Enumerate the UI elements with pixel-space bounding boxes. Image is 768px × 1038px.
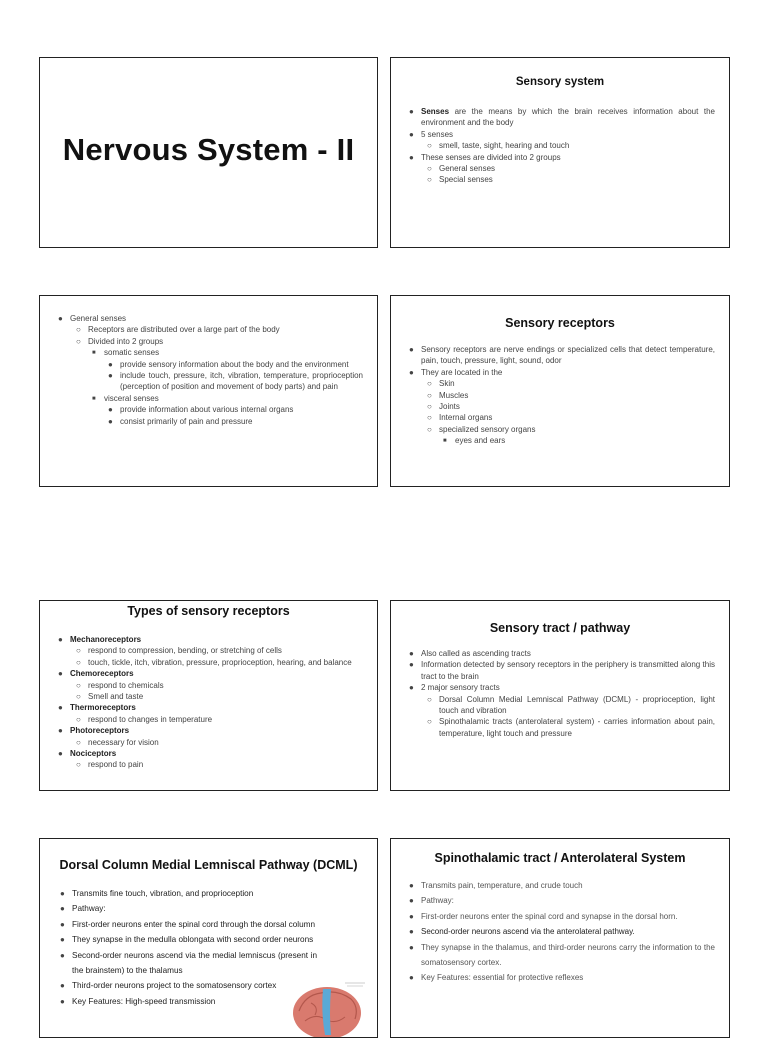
bullet-marker-icon: ○	[427, 424, 432, 434]
bullet-text: respond to pain	[88, 760, 144, 770]
slide-heading: Dorsal Column Medial Lemniscal Pathway (DCML)	[59, 858, 358, 872]
bullet-marker-icon: ●	[60, 996, 65, 1006]
bullet-list	[391, 106, 729, 186]
bullet-item-level-2	[40, 680, 363, 691]
bullet-item-level-2	[391, 140, 715, 151]
bullet-marker-icon: ●	[409, 881, 414, 890]
bullet-text: These senses are divided into 2 groups	[421, 152, 561, 162]
bullet-marker-icon: ●	[409, 927, 414, 937]
slide-spinothalamic	[390, 838, 730, 1038]
bullet-text: respond to compression, bending, or stretching of cells	[88, 646, 282, 656]
bullet-text: smell, taste, sight, hearing and touch	[439, 141, 570, 151]
bullet-marker-icon: ○	[76, 336, 81, 346]
bullet-item-level-2	[40, 714, 363, 725]
bullet-text: 2 major sensory tracts	[421, 683, 500, 693]
bullet-marker-icon: ●	[60, 904, 65, 914]
bullet-marker-icon: ●	[108, 359, 113, 369]
bullet-item-level-1	[40, 702, 363, 713]
bullet-item-level-1	[391, 682, 715, 693]
bullet-marker-icon: ○	[427, 164, 432, 174]
bullet-marker-icon: ○	[427, 694, 432, 704]
bullet-text: Information detected by sensory receptors in the periphery is transmitted along this tract to the brain	[421, 660, 715, 681]
bullet-marker-icon: ○	[427, 413, 432, 423]
bullet-marker-icon: ■	[92, 395, 96, 402]
bullet-marker-icon: ●	[60, 935, 65, 945]
slide-heading: Sensory receptors	[505, 316, 615, 330]
bullet-text: provide information about various internal organs	[120, 405, 294, 415]
bullet-marker-icon: ○	[76, 760, 81, 770]
bullet-item-level-1	[391, 878, 715, 893]
slide-heading: Sensory system	[515, 76, 605, 88]
brain-illustration-icon	[285, 973, 371, 1037]
bullet-strong-text: Nociceptors	[70, 749, 117, 759]
bullet-text: specialized sensory organs	[439, 424, 536, 434]
presentation-title: Nervous System - II	[62, 132, 355, 167]
bullet-text: They are located in the	[421, 367, 503, 377]
bullet-marker-icon: ○	[427, 379, 432, 389]
bullet-item-level-1	[391, 924, 715, 939]
bullet-text: 5 senses	[421, 129, 454, 139]
bullet-text: necessary for vision	[88, 737, 159, 747]
bullet-item-level-1	[391, 106, 715, 129]
bullet-strong-text: Chemoreceptors	[70, 669, 134, 679]
bullet-marker-icon: ●	[409, 942, 414, 952]
bullet-text: They synapse in the medulla oblongata with second order neurons	[72, 935, 314, 945]
bullet-marker-icon: ●	[60, 950, 65, 960]
bullet-item-level-3	[391, 435, 715, 446]
bullet-text: Second-order neurons ascend via the anterolateral pathway.	[421, 927, 635, 937]
bullet-text: General senses	[439, 164, 496, 174]
bullet-item-level-1	[391, 344, 715, 367]
bullet-text: eyes and ears	[455, 436, 506, 446]
bullet-marker-icon: ●	[409, 107, 414, 116]
bullet-marker-icon: ●	[60, 889, 65, 898]
bullet-item-level-4	[40, 416, 363, 427]
bullet-item-level-2	[391, 424, 715, 435]
bullet-text: Transmits pain, temperature, and crude touch	[421, 881, 583, 890]
bullet-item-level-2	[40, 657, 363, 668]
bullet-item-level-1	[40, 978, 317, 993]
slide-sensory-system	[390, 57, 730, 248]
bullet-text: Third-order neurons project to the somatosensory cortex	[72, 981, 277, 991]
bullet-item-level-1	[40, 668, 363, 679]
bullet-marker-icon: ●	[409, 345, 414, 354]
bullet-text: respond to changes in temperature	[88, 714, 213, 724]
slide-title	[39, 57, 378, 248]
bullet-item-level-4	[40, 370, 363, 393]
bullet-marker-icon: ○	[427, 717, 432, 727]
bullet-item-level-1	[40, 948, 317, 979]
bullet-text: include touch, pressure, itch, vibration, temperature, proprioception (perception of position and movement of body parts) and pain	[120, 371, 363, 392]
bullet-text: Special senses	[439, 175, 493, 185]
bullet-item-level-2	[40, 691, 363, 702]
bullet-item-level-1	[391, 648, 715, 659]
bullet-text: Pathway:	[421, 896, 454, 906]
bullet-text: visceral senses	[104, 393, 159, 403]
bullet-list	[40, 313, 377, 427]
slide-heading: Spinothalamic tract / Anterolateral System	[434, 851, 686, 865]
bullet-text: consist primarily of pain and pressure	[120, 416, 253, 426]
bullet-marker-icon: ●	[409, 649, 414, 658]
bullet-marker-icon: ●	[409, 683, 414, 693]
bullet-text: Skin	[439, 379, 455, 389]
bullet-text: Internal organs	[439, 413, 493, 423]
slide-sensory-tract	[390, 600, 730, 791]
bullet-text: provide sensory information about the body and the environment	[120, 359, 349, 369]
bullet-text: Joints	[439, 402, 460, 412]
bullet-marker-icon: ●	[60, 981, 65, 991]
bullet-strong-text: Mechanoreceptors	[70, 635, 142, 644]
bullet-text: Key Features: High-speed transmission	[72, 996, 216, 1006]
bullet-item-level-2	[391, 163, 715, 174]
bullet-item-level-1	[391, 152, 715, 163]
bullet-item-level-2	[391, 716, 715, 739]
bullet-item-level-1	[40, 748, 363, 759]
bullet-text: respond to chemicals	[88, 680, 164, 690]
bullet-marker-icon: ●	[108, 405, 113, 415]
bullet-text: Second-order neurons ascend via the medial lemniscus (present in the brainstem) to the thalamus	[72, 950, 317, 976]
bullet-marker-icon: ●	[108, 371, 113, 381]
bullet-item-level-2	[40, 324, 363, 335]
bullet-item-level-1	[391, 659, 715, 682]
bullet-text: somatic senses	[104, 348, 160, 358]
bullet-item-level-2	[40, 759, 363, 770]
bullet-item-level-2	[391, 174, 715, 185]
bullet-marker-icon: ■	[92, 350, 96, 357]
bullet-marker-icon: ○	[427, 141, 432, 151]
slide-heading: Sensory tract / pathway	[489, 621, 631, 635]
bullet-item-level-1	[40, 725, 363, 736]
bullet-item-level-1	[391, 893, 715, 908]
bullet-item-level-1	[391, 970, 715, 985]
bullet-marker-icon: ○	[427, 390, 432, 400]
bullet-marker-icon: ●	[409, 896, 414, 906]
bullet-marker-icon: ○	[76, 325, 81, 335]
bullet-marker-icon: ●	[409, 152, 414, 162]
bullet-text: Receptors are distributed over a large part of the body	[88, 325, 280, 335]
bullet-text: Smell and taste	[88, 692, 144, 702]
bullet-text: Spinothalamic tracts (anterolateral system) - carries information about pain, temperature, light touch and pressure	[439, 717, 715, 738]
bullet-item-level-2	[40, 336, 363, 347]
bullet-item-level-4	[40, 404, 363, 415]
bullet-item-level-1	[40, 886, 317, 901]
bullet-strong-text: Photoreceptors	[70, 726, 130, 736]
bullet-item-level-2	[391, 694, 715, 717]
bullet-item-level-2	[40, 737, 363, 748]
bullet-item-level-4	[40, 359, 363, 370]
bullet-list	[40, 634, 377, 771]
bullet-marker-icon: ●	[409, 973, 414, 983]
bullet-item-level-1	[391, 129, 715, 140]
bullet-marker-icon: ●	[409, 911, 414, 921]
bullet-text: First-order neurons enter the spinal cord through the dorsal column	[72, 919, 316, 929]
bullet-marker-icon: ●	[58, 726, 63, 736]
bullet-item-level-1	[391, 940, 715, 971]
bullet-strong-text: Senses	[421, 107, 450, 116]
bullet-item-level-1	[40, 994, 317, 1009]
bullet-marker-icon: ■	[443, 438, 447, 445]
bullet-item-level-1	[40, 917, 317, 932]
bullet-item-level-2	[391, 412, 715, 423]
bullet-item-level-1	[40, 932, 317, 947]
bullet-text: Dorsal Column Medial Lemniscal Pathway (DCML) - proprioception, light touch and vibration	[439, 694, 715, 716]
bullet-marker-icon: ●	[409, 129, 414, 139]
bullet-strong-text: Thermoreceptors	[70, 703, 136, 713]
bullet-marker-icon: ○	[427, 402, 432, 412]
bullet-marker-icon: ○	[427, 175, 432, 185]
bullet-list	[391, 344, 729, 447]
bullet-item-level-2	[40, 645, 363, 656]
bullet-text: touch, tickle, itch, vibration, pressure, proprioception, hearing, and balance	[88, 657, 352, 667]
slide-sensory-receptors	[390, 295, 730, 487]
bullet-text: Muscles	[439, 390, 469, 400]
slide-heading: Types of sensory receptors	[127, 604, 290, 618]
bullet-marker-icon: ○	[76, 737, 81, 747]
bullet-marker-icon: ●	[409, 367, 414, 377]
bullet-text: They synapse in the thalamus, and third-order neurons carry the information to the somatosensory cortex.	[421, 942, 715, 968]
slide-dcml	[39, 838, 378, 1038]
bullet-marker-icon: ●	[409, 660, 414, 670]
bullet-item-level-1	[391, 909, 715, 924]
bullet-marker-icon: ○	[76, 692, 81, 702]
bullet-text: Sensory receptors are nerve endings or specialized cells that detect temperature, pain, touch, pressure, light, sound, odor	[421, 345, 715, 366]
bullet-marker-icon: ●	[108, 416, 113, 426]
bullet-text: Key Features: essential for protective reflexes	[421, 973, 584, 983]
bullet-marker-icon: ●	[60, 919, 65, 929]
bullet-list	[391, 878, 729, 986]
slide-types-of-receptors	[39, 600, 378, 791]
bullet-marker-icon: ●	[58, 703, 63, 713]
bullet-marker-icon: ●	[58, 749, 63, 759]
bullet-item-level-3	[40, 393, 363, 404]
bullet-marker-icon: ○	[76, 680, 81, 690]
bullet-list	[391, 648, 729, 739]
bullet-item-level-1	[391, 367, 715, 378]
bullet-text: are the means by which the brain receives information about the environment and the body	[421, 107, 715, 128]
bullet-marker-icon: ●	[58, 669, 63, 679]
bullet-text: General senses	[70, 314, 127, 323]
bullet-text: Pathway:	[72, 904, 106, 914]
bullet-marker-icon: ●	[58, 635, 63, 644]
bullet-marker-icon: ○	[76, 714, 81, 724]
bullet-item-level-2	[391, 390, 715, 401]
bullet-text: Transmits fine touch, vibration, and proprioception	[72, 889, 254, 898]
bullet-item-level-1	[40, 634, 363, 645]
bullet-item-level-2	[391, 401, 715, 412]
bullet-text: First-order neurons enter the spinal cord and synapse in the dorsal horn.	[421, 911, 678, 921]
bullet-item-level-1	[40, 313, 363, 324]
bullet-marker-icon: ●	[58, 314, 63, 323]
bullet-item-level-1	[40, 901, 317, 916]
bullet-text: Divided into 2 groups	[88, 336, 164, 346]
bullet-marker-icon: ○	[76, 657, 81, 667]
bullet-text: Also called as ascending tracts	[421, 649, 531, 658]
bullet-marker-icon: ○	[76, 646, 81, 656]
bullet-item-level-2	[391, 378, 715, 389]
bullet-item-level-3	[40, 347, 363, 358]
slide-general-senses	[39, 295, 378, 487]
